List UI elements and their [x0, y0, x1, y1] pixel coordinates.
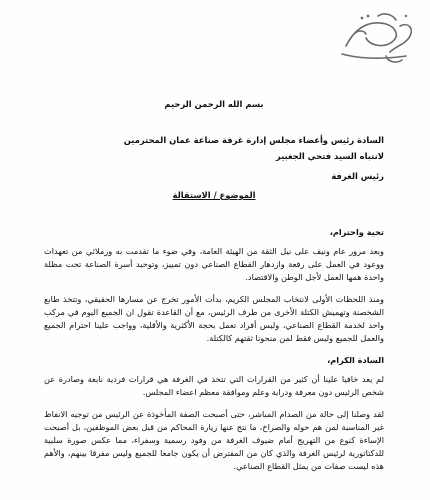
basmala: بسم الله الرحمن الرحيم [164, 99, 264, 109]
paragraph-1: وبعد مرور عام ونيف على نيل الثقة من الهيئة العامة، وفي ضوء ما تقدمت به وزملائي من تعهدات ووعود في العمل على رفعة وازدهار القطاع الصناعي دون تمييز، وتوحيد أسرة الصناعة تحت مظلة واحدة همها العمل لأجل الوطن والاقتصاد. [44, 246, 384, 282]
letter-body [44, 98, 384, 479]
attention-line: لانتباه السيد فتحي الجغبير [275, 151, 384, 161]
salutation-subhead: السادة الكرام، [327, 355, 384, 365]
subject-line: الموضوع / الاستقالة [172, 190, 256, 200]
greeting: تحية واحترام، [329, 227, 384, 237]
addressee-title: رئيس الغرفة [331, 171, 384, 181]
paragraph-3: لم يعد خافيا علينا أن كثير من القرارات التي تتخذ في الغرفة هي قرارات فردية نابعة وصادرة عن شخص الرئيس دون معرفة ودراية وعلم وموافقة معظم اعضاء المجلس. [44, 374, 384, 397]
chamber-logo [326, 6, 422, 70]
addressee-line: السادة رئيس وأعضاء مجلس إدارة غرفة صناعة عمان المحترمين [123, 135, 384, 145]
addressee-block [44, 133, 384, 183]
paragraph-2: ومنذ اللحظات الأولى لانتخاب المجلس الكريم، بدأت الأمور تخرج عن مسارها الحقيقي، وتتخذ طابع الشخصنة وتهميش الكتلة الأخرى من طرف الرئيس، مع أن القاعدة تقول ان الجميع اليوم في مركب واحد لخدمة القطاع الصناعي، وليس أفراد تعمل بحجة الأكثرية والأقلية، وواجب علينا احترام الجميع والعمل للجميع وليس فقط لمن منحونا ثقتهم كالكتلة. [44, 294, 384, 343]
paragraph-4: لقد وصلنا إلى حالة من الصدام المباشر، حتى أصبحت الصفة المأخوذة عن الرئيس من توجيه الانفاظ غير المناسبة لمن هم حوله والصراخ، ما نتج عنها زيارة المحاكم من قبل بعض الموظفين، بل أصبحت الإساءة كنوع من التهريج أمام ضيوف الغرفة من وفود رسمية وسفراء، مما عكس صورة سلبية للدكتاتورية لرئيس الغرفة والذي كان من المفترض أن يكون جامعا للجميع وليس مفرقا بينهم، والأهم هذه ليست صفات من يمثل القطاع الصناعي. [44, 409, 384, 471]
calligraphy-logo-icon [326, 6, 422, 70]
